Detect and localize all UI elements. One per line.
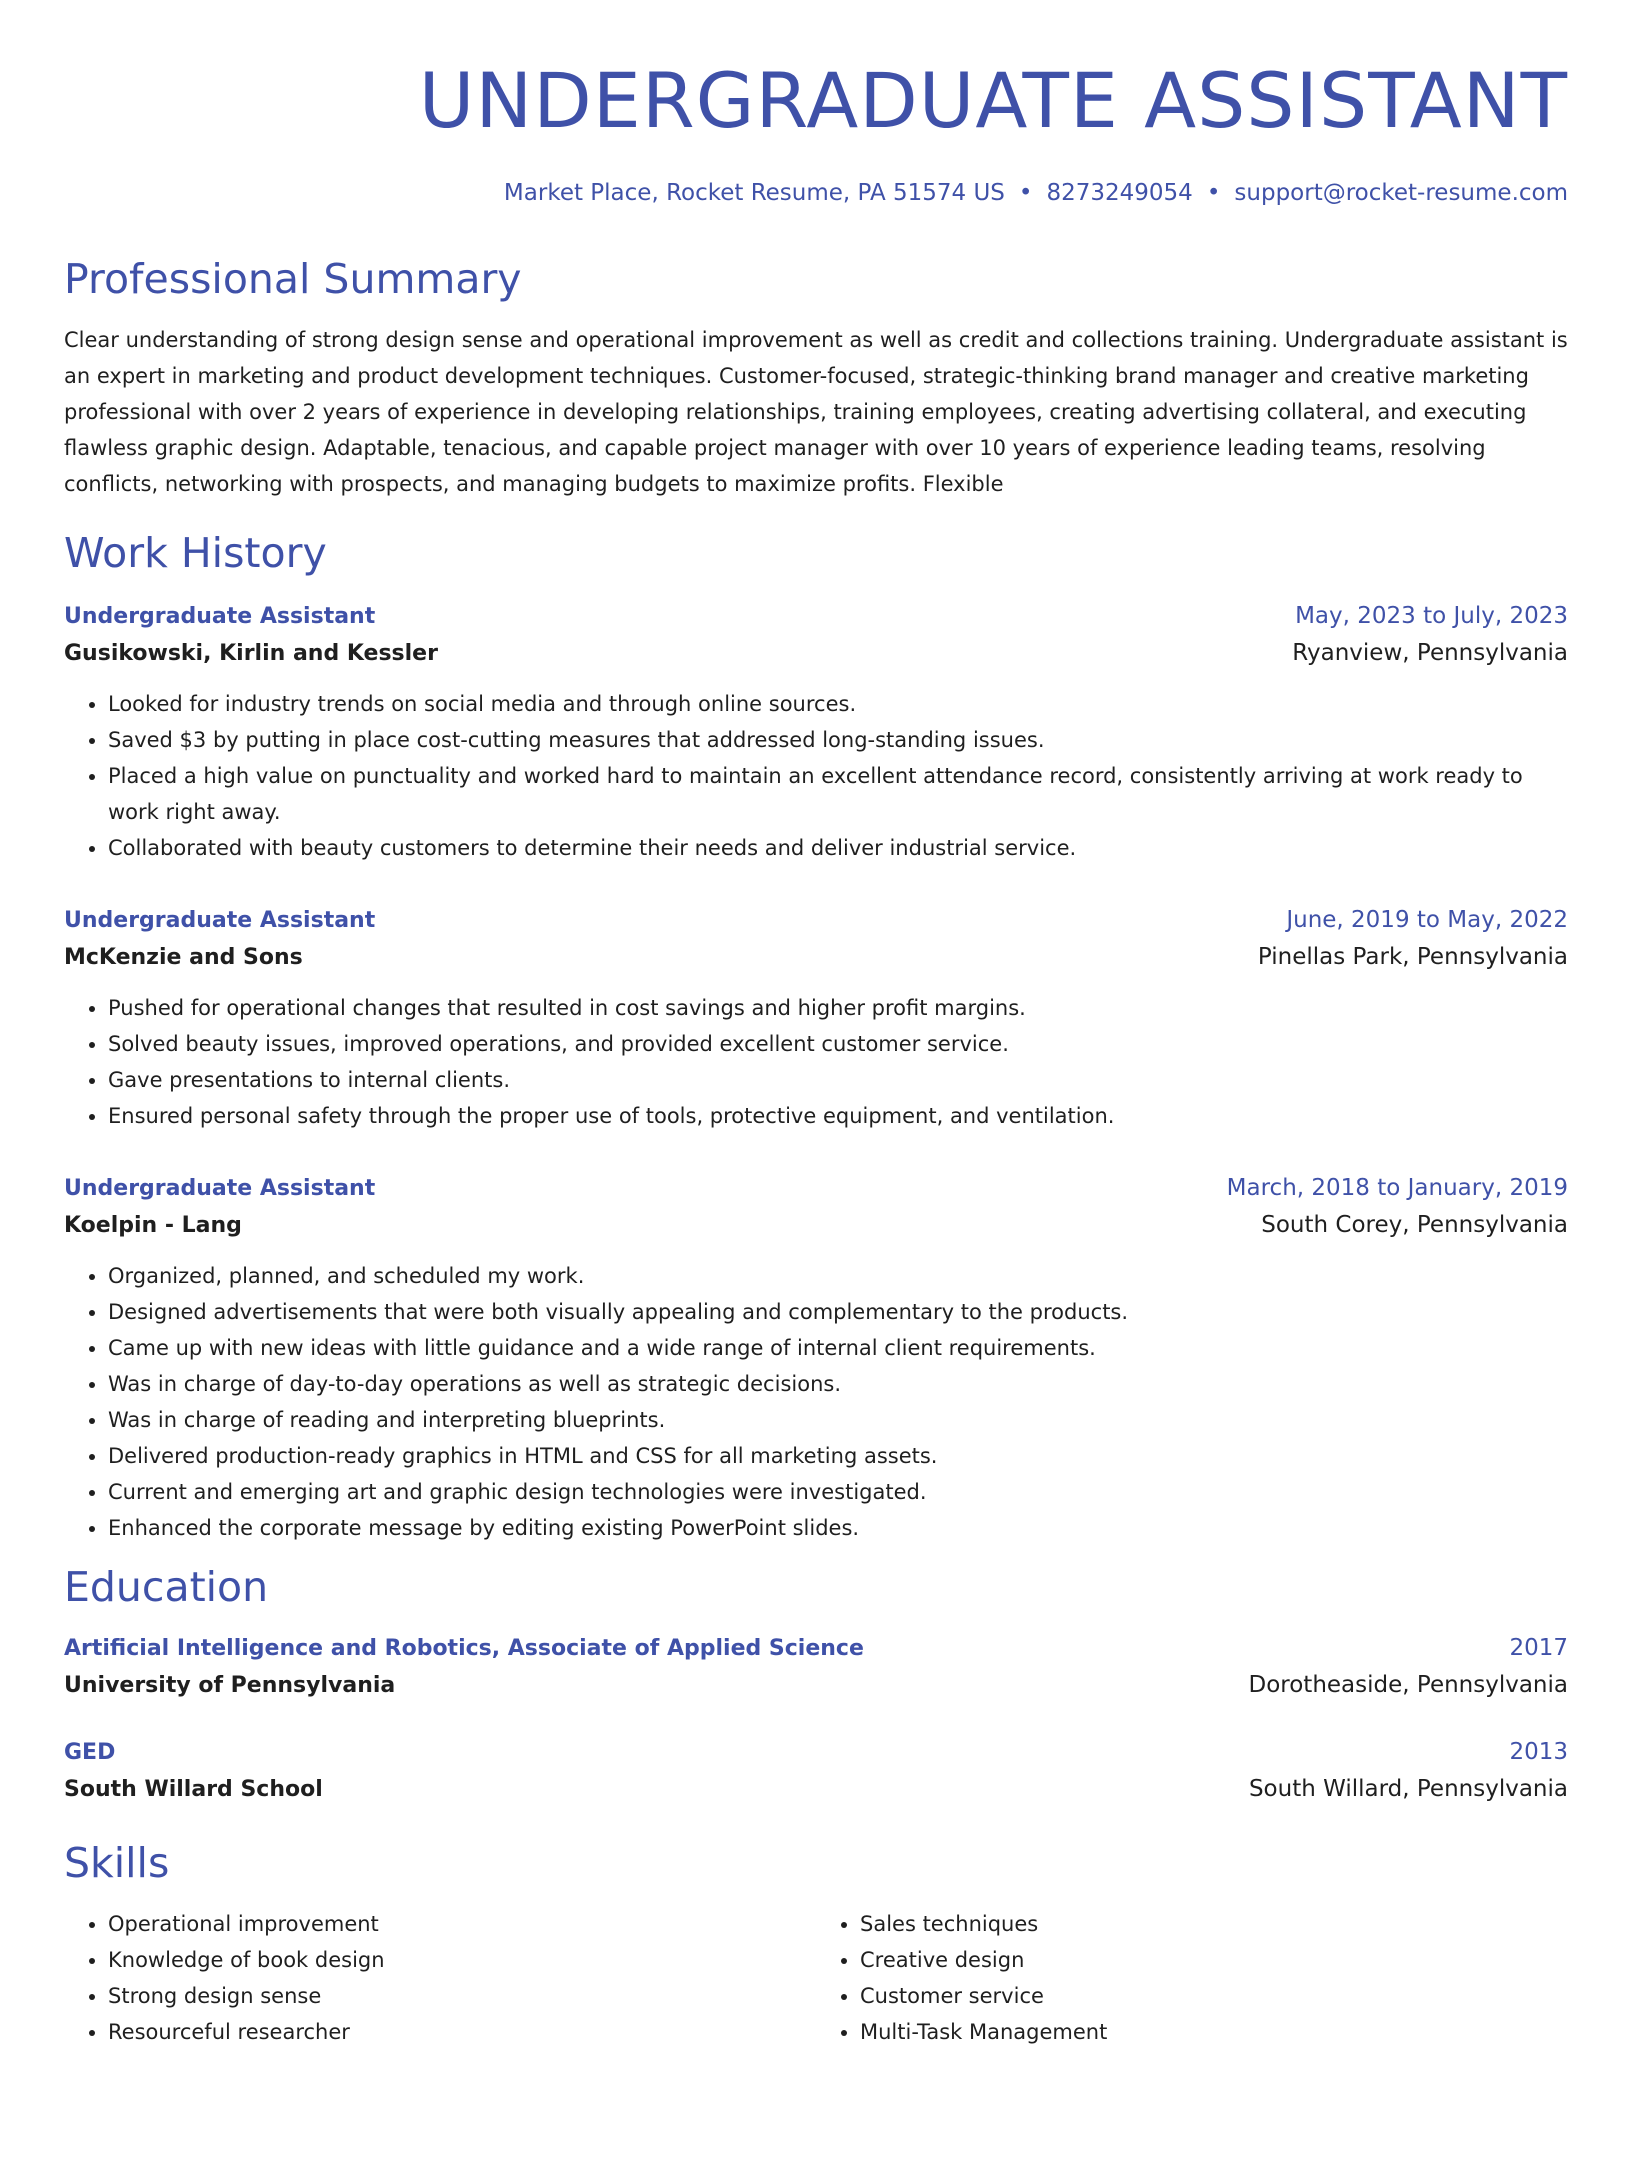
job-dates: June, 2019 to May, 2022 (1286, 907, 1568, 933)
summary-heading: Professional Summary (64, 255, 522, 303)
job-title: Undergraduate Assistant (64, 604, 376, 629)
education-heading: Education (64, 1563, 269, 1611)
skill-item: • Sales techniques (860, 1906, 1568, 1942)
summary-text: Clear understanding of strong design sense and operational improvement as well as credit and collections training. Undergraduate assistant is an expert in marketing and product development techniques. Customer-focused, strategic-thinking brand manager and creative marketing professional with over 2 years of experience in developing relationships, training employees, creating advertising collateral, and executing flawless graphic design. Adaptable, tenacious, and capable project manager with over 10 years of experience leading teams, resolving conflicts, networking with prospects, and managing budgets to maximize profits. Flexible (64, 328, 1568, 496)
education-school: University of Pennsylvania (64, 1673, 396, 1698)
job-bullet: • Placed a high value on punctuality and worked hard to maintain an excellent attendance record, consistently arriving at work ready to work right away. (108, 758, 1568, 830)
job-entry (64, 600, 1568, 866)
job-bullets (64, 990, 1568, 1134)
job-bullet: • Saved $3 by putting in place cost-cutting measures that addressed long-standing issues. (108, 722, 1568, 758)
job-bullet: • Enhanced the corporate message by editing existing PowerPoint slides. (108, 1510, 1568, 1546)
job-bullet: • Solved beauty issues, improved operations, and provided excellent customer service. (108, 1026, 1568, 1062)
job-bullets (64, 1258, 1568, 1546)
job-bullet: • Came up with new ideas with little guidance and a wide range of internal client requirements. (108, 1330, 1568, 1366)
job-bullet: • Was in charge of reading and interpreting blueprints. (108, 1402, 1568, 1438)
contact-phone: 8273249054 (1046, 180, 1193, 206)
education-degree: GED (64, 1740, 116, 1765)
education-entry (64, 1736, 1568, 1810)
job-title: Undergraduate Assistant (64, 908, 376, 933)
job-bullet: • Looked for industry trends on social media and through online sources. (108, 686, 1568, 722)
education-location: South Willard, Pennsylvania (1248, 1776, 1568, 1802)
contact-email: support@rocket-resume.com (1234, 180, 1568, 206)
contact-separator: • (1018, 180, 1033, 206)
job-location: Pinellas Park, Pennsylvania (1257, 944, 1568, 970)
job-bullet: • Ensured personal safety through the proper use of tools, protective equipment, and ventilation. (108, 1098, 1568, 1134)
skill-item: • Resourceful researcher (108, 2014, 816, 2050)
skills-list (64, 1906, 1568, 2050)
job-bullets (64, 686, 1568, 866)
job-bullet: • Designed advertisements that were both visually appealing and complementary to the products. (108, 1294, 1568, 1330)
education-degree: Artificial Intelligence and Robotics, Associate of Applied Science (64, 1636, 864, 1661)
job-company: McKenzie and Sons (64, 945, 303, 970)
skill-item: • Creative design (860, 1942, 1568, 1978)
education-entry (64, 1632, 1568, 1706)
job-bullet: • Current and emerging art and graphic design technologies were investigated. (108, 1474, 1568, 1510)
education-location: Dorotheaside, Pennsylvania (1248, 1672, 1568, 1698)
education-year: 2017 (1509, 1635, 1568, 1661)
job-bullet: • Delivered production-ready graphics in HTML and CSS for all marketing assets. (108, 1438, 1568, 1474)
skill-item: • Knowledge of book design (108, 1942, 816, 1978)
education-school: South Willard School (64, 1777, 323, 1802)
job-location: Ryanview, Pennsylvania (1292, 640, 1568, 666)
job-entry (64, 904, 1568, 1134)
job-bullet: • Pushed for operational changes that resulted in cost savings and higher profit margins. (108, 990, 1568, 1026)
job-bullet: • Gave presentations to internal clients. (108, 1062, 1568, 1098)
job-title: Undergraduate Assistant (64, 1176, 376, 1201)
job-company: Koelpin - Lang (64, 1213, 242, 1238)
education-year: 2013 (1509, 1739, 1568, 1765)
skill-item: • Multi-Task Management (860, 2014, 1568, 2050)
skills-heading: Skills (64, 1839, 170, 1887)
job-location: South Corey, Pennsylvania (1261, 1212, 1568, 1238)
contact-address: Market Place, Rocket Resume, PA 51574 US (503, 180, 1005, 206)
job-company: Gusikowski, Kirlin and Kessler (64, 641, 438, 666)
skills-column-right (816, 1906, 1568, 2050)
contact-separator: • (1206, 180, 1221, 206)
skill-item: • Strong design sense (108, 1978, 816, 2014)
job-bullet: • Was in charge of day-to-day operations as well as strategic decisions. (108, 1366, 1568, 1402)
skill-item: • Operational improvement (108, 1906, 816, 1942)
job-entry (64, 1172, 1568, 1546)
job-bullet: • Organized, planned, and scheduled my work. (108, 1258, 1568, 1294)
resume-name: UNDERGRADUATE ASSISTANT (418, 56, 1568, 145)
resume-page (0, 56, 1632, 2168)
contact-line (64, 178, 1568, 208)
job-bullet: • Collaborated with beauty customers to determine their needs and deliver industrial service. (108, 830, 1568, 866)
work-history-heading: Work History (64, 529, 327, 577)
skills-column-left (64, 1906, 816, 2050)
job-dates: May, 2023 to July, 2023 (1295, 603, 1568, 629)
skill-item: • Customer service (860, 1978, 1568, 2014)
job-dates: March, 2018 to January, 2019 (1226, 1175, 1568, 1201)
